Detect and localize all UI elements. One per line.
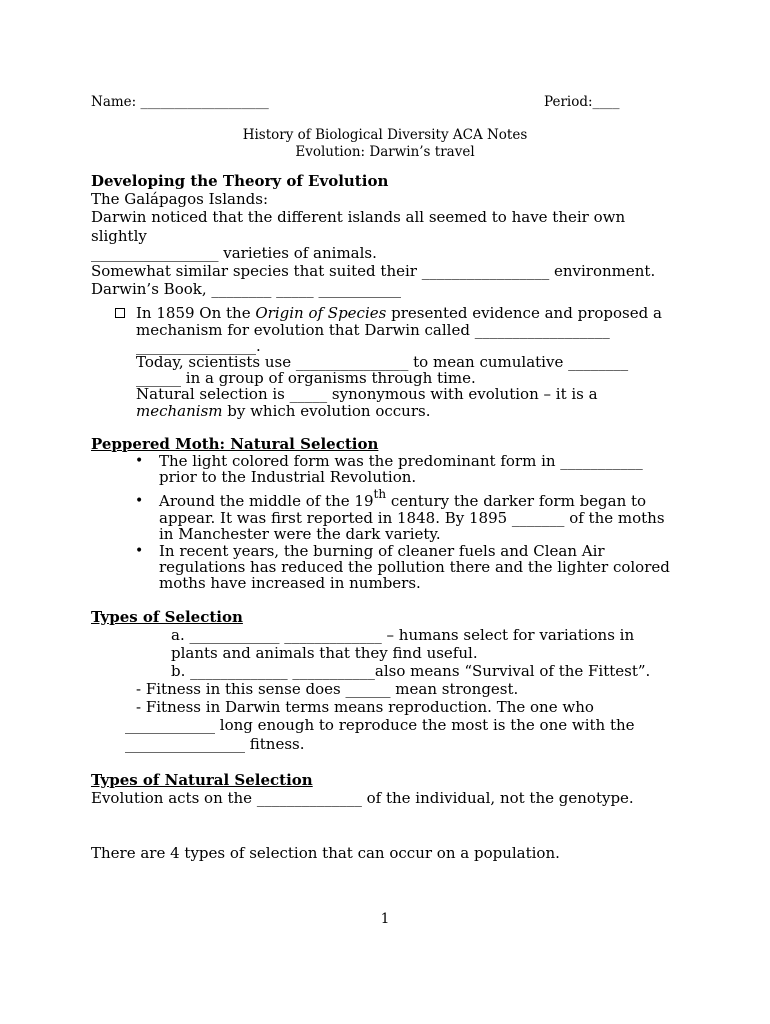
- section-heading-types-natural-selection: Types of Natural Selection: [91, 771, 313, 789]
- text-slightly: slightly: [91, 227, 147, 245]
- blank: __________________: [474, 321, 610, 339]
- blank: ________: [568, 353, 629, 371]
- text-manchester: in Manchester were the dark variety.: [159, 525, 441, 543]
- doc-title: History of Biological Diversity ACA Notes: [242, 127, 528, 143]
- text-mechanism-darwin: mechanism for evolution that Darwin called __________________: [136, 321, 610, 339]
- bullet-icon: •: [135, 543, 144, 559]
- text-today-scientists: Today, scientists use _______________ to mean cumulative ________: [136, 353, 629, 371]
- text-plants-animals: plants and animals that they find useful.: [171, 644, 478, 662]
- text-fitness-strongest: - Fitness in this sense does ______ mean strongest.: [136, 680, 519, 698]
- text-varieties: _________________ varieties of animals.: [91, 244, 377, 262]
- bullet-icon: •: [135, 453, 144, 469]
- text-long-enough: ____________ long enough to reproduce the most is the one with the: [125, 716, 635, 734]
- text-artificial-selection: a. ____________ _____________ – humans select for variations in: [171, 626, 635, 644]
- text-natural-selection: Natural selection is _____ synonymous with evolution – it is a: [136, 385, 598, 403]
- section-heading-developing-theory: Developing the Theory of Evolution: [91, 172, 389, 190]
- text-origin-of-species: In 1859 On the Origin of Species presented evidence and proposed a: [136, 304, 662, 322]
- text-moths-increased: moths have increased in numbers.: [159, 574, 421, 592]
- section-heading-peppered-moth: Peppered Moth: Natural Selection: [91, 435, 379, 453]
- text-group-of-organisms: ______ in a group of organisms through time.: [136, 369, 476, 387]
- bullet-icon: •: [135, 493, 144, 509]
- text-four-types: There are 4 types of selection that can occur on a population.: [91, 844, 560, 862]
- text-darwins-book: Darwin’s Book, ________ _____ ___________: [91, 280, 401, 298]
- text-industrial-revolution: prior to the Industrial Revolution.: [159, 468, 417, 486]
- blank: _____: [276, 280, 314, 298]
- checkbox-bullet-icon: [115, 308, 125, 318]
- text-survival-fittest: b. _____________ ___________also means “Survival of the Fittest”.: [171, 662, 651, 680]
- page-number: 1: [380, 911, 390, 927]
- name-field-label: Name: ___________________: [91, 94, 269, 110]
- text-galapagos: The Galápagos Islands:: [91, 190, 268, 208]
- blank: ________: [211, 280, 272, 298]
- text-darwin-noticed: Darwin noticed that the different islands all seemed to have their own: [91, 208, 626, 226]
- blank: ______________: [256, 789, 362, 807]
- blank: _________________: [91, 244, 219, 262]
- period-field-label: Period:____: [544, 94, 620, 110]
- text-recent-years: In recent years, the burning of cleaner fuels and Clean Air: [159, 542, 605, 560]
- text-light-form: The light colored form was the predominant form in ___________: [159, 452, 643, 470]
- doc-subtitle: Evolution: Darwin’s travel: [295, 144, 475, 160]
- text-mechanism: mechanism by which evolution occurs.: [136, 402, 431, 420]
- text-fitness-blank: ________________ fitness.: [125, 735, 305, 753]
- text-first-reported: appear. It was first reported in 1848. By 1895 _______ of the moths: [159, 509, 665, 527]
- blank: ___________: [318, 280, 401, 298]
- text-middle-19th: Around the middle of the 19th century the darker form began to: [159, 487, 647, 510]
- text-similar-species: Somewhat similar species that suited their _________________ environment.: [91, 262, 656, 280]
- text-fitness-reproduction: - Fitness in Darwin terms means reproduction. The one who: [136, 698, 594, 716]
- text-regulations: regulations has reduced the pollution there and the lighter colored: [159, 558, 670, 576]
- blank-line: ________________.: [136, 337, 261, 355]
- text-evolution-acts: Evolution acts on the ______________ of the individual, not the genotype.: [91, 789, 634, 807]
- blank: ______: [136, 369, 181, 387]
- section-heading-types-of-selection: Types of Selection: [91, 608, 243, 626]
